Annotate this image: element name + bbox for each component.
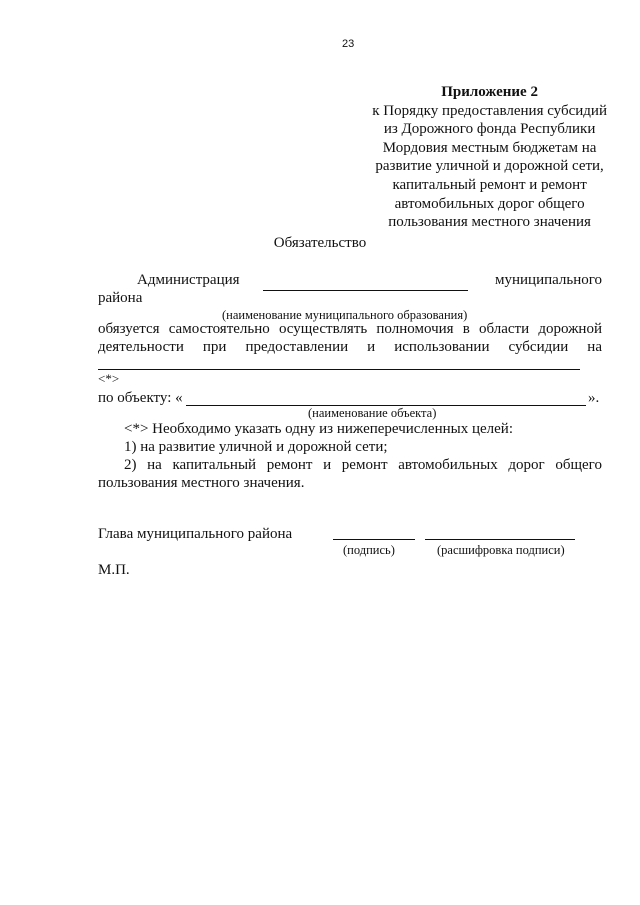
word: на [147,457,162,473]
object-suffix: ». [588,390,600,406]
word: капитальный [172,457,257,473]
appendix-line: капитальный ремонт и ремонт [392,176,587,193]
page-number: 23 [342,38,355,50]
word: области [478,321,530,337]
word: использовании [394,339,490,355]
word: предоставлении [245,339,349,355]
appendix-line: автомобильных дорог общего [394,195,585,212]
object-caption: (наименование объекта) [308,406,437,420]
word: деятельности [98,339,184,355]
appendix-line: Мордовия местным бюджетам на [382,139,597,156]
obligation-line-1 [98,321,602,338]
appendix-line: к Порядку предоставления субсидий [372,102,607,119]
appendix-line: развитие уличной и дорожной сети, [375,158,604,175]
word: самостоятельно [168,321,270,337]
purpose-blank-line[interactable] [98,369,580,370]
document-title: Обязательство [273,235,367,251]
option-2 [124,457,602,474]
seal-mark: М.П. [98,562,130,578]
word: ремонт [266,457,313,473]
municipal-word: муниципального [495,272,603,288]
word: 2) [124,457,137,473]
administration-label: Администрация [137,272,240,288]
word: на [587,339,602,355]
word: полномочия [376,321,454,337]
word: субсидии [508,339,569,355]
appendix-header [372,83,607,232]
object-prefix: по объекту: « [98,390,183,406]
head-label: Глава муниципального района [98,526,293,542]
asterisk-reference: <*> [98,371,120,386]
word: обязуется [98,321,160,337]
signature-caption: (подпись) [343,543,395,557]
footnote-note: <*> Необходимо указать одну из нижеперечисленных целей: [124,421,513,437]
word: при [202,339,227,355]
word: ремонт [341,457,388,473]
word: автомобильных [398,457,498,473]
appendix-line: пользования местного значения [388,214,591,231]
signature-decode-line[interactable] [425,539,575,540]
word: и [323,457,332,473]
district-word: района [98,290,143,306]
word: общего [555,457,602,473]
municipality-caption: (наименование муниципального образования) [222,308,468,322]
obligation-line-2 [98,339,602,356]
option-2-continuation: пользования местного значения. [98,475,305,491]
signature-line[interactable] [333,539,415,540]
word: и [367,339,376,355]
word: дорог [508,457,545,473]
appendix-line: из Дорожного фонда Республики [383,121,596,138]
municipality-name-line[interactable] [263,290,468,291]
appendix-title: Приложение 2 [441,84,538,100]
word: в [462,321,470,337]
option-1: 1) на развитие уличной и дорожной сети; [124,439,388,455]
word: дорожной [538,321,602,337]
word: осуществлять [278,321,368,337]
signature-decode-caption: (расшифровка подписи) [437,543,565,557]
